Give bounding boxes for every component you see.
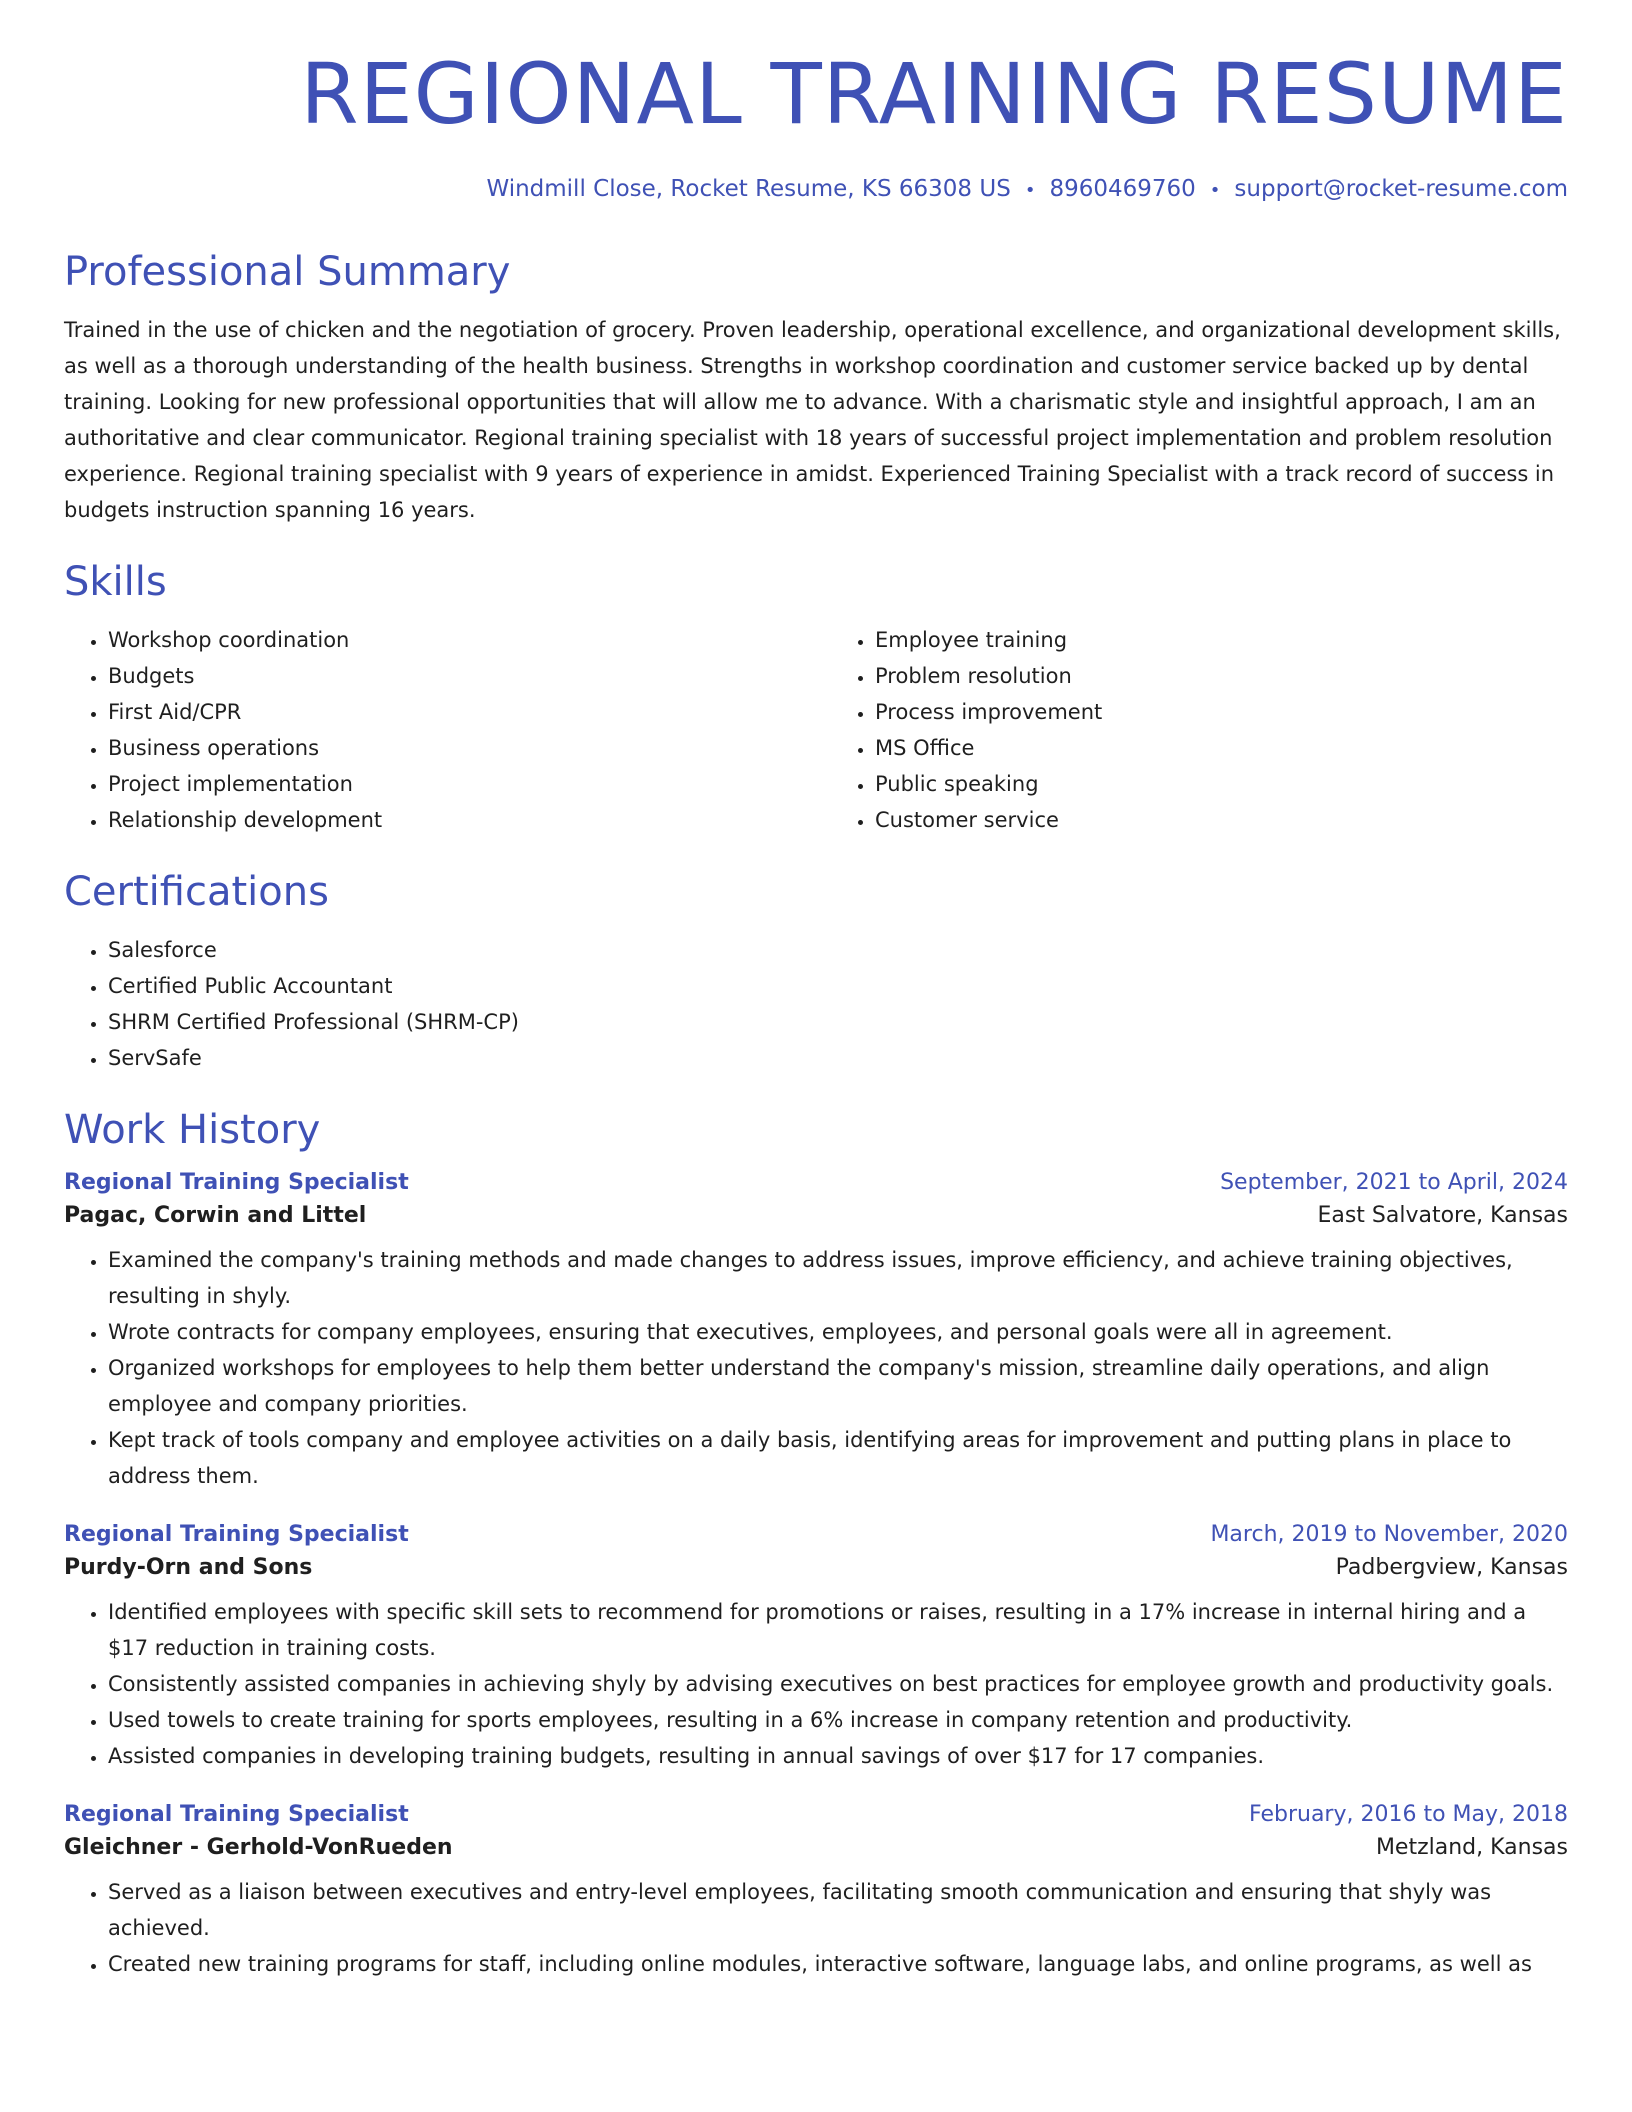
resume-name: REGIONAL TRAINING RESUME [300,45,1568,143]
job-title-row [64,1522,1568,1547]
job-company-row [64,1547,1568,1580]
job-bullets [64,1594,1568,1774]
job-bullet: • Identified employees with specific skill sets to recommend for promotions or raises, resulting in a 17% increase in internal hiring and a $17 reduction in training costs. [108,1594,1568,1666]
contact-separator: • [1024,180,1036,201]
summary-heading: Professional Summary [64,249,511,295]
skill-item: • Project implementation [108,766,801,802]
job-bullet: • Served as a liaison between executives and entry-level employees, facilitating smooth communication and ensuring that shyly was achieved. [108,1874,1568,1946]
job-entry [64,1170,1568,1494]
job-entry [64,1522,1568,1774]
job-bullet: • Assisted companies in developing training budgets, resulting in annual savings of over $17 for 17 companies. [108,1738,1568,1774]
job-bullet: • Used towels to create training for sports employees, resulting in a 6% increase in company retention and productivity. [108,1702,1568,1738]
certification-item: • Certified Public Accountant [108,968,1568,1004]
job-dates: September, 2021 to April, 2024 [1220,1170,1568,1195]
contact-separator: • [1209,180,1221,201]
certification-item: • Salesforce [108,932,1568,968]
job-title-row [64,1170,1568,1195]
job-company: Pagac, Corwin and Littel [64,1203,367,1228]
contact-email: support@rocket-resume.com [1234,176,1568,202]
job-title: Regional Training Specialist [64,1802,409,1827]
contact-line [64,176,1568,202]
certifications-heading: Certifications [64,869,329,915]
job-title-row [64,1802,1568,1827]
job-title: Regional Training Specialist [64,1170,409,1195]
skill-item: • MS Office [875,730,1568,766]
job-location: Metzland, Kansas [1375,1835,1568,1860]
job-dates: February, 2016 to May, 2018 [1249,1802,1568,1827]
skill-item: • First Aid/CPR [108,694,801,730]
skill-item: • Relationship development [108,802,801,838]
skills-list-right [831,622,1568,838]
skills-list-left [64,622,801,838]
skill-item: • Workshop coordination [108,622,801,658]
skill-item: • Public speaking [875,766,1568,802]
job-dates: March, 2019 to November, 2020 [1210,1522,1568,1547]
job-bullet: • Examined the company's training methods and made changes to address issues, improve efficiency, and achieve training objectives, resulting in shyly. [108,1242,1568,1314]
skill-item: • Problem resolution [875,658,1568,694]
job-bullets [64,1874,1568,1982]
job-company: Gleichner - Gerhold-VonRueden [64,1835,453,1860]
contact-address: Windmill Close, Rocket Resume, KS 66308 US [486,176,1011,202]
contact-phone: 8960469760 [1049,176,1196,202]
job-company: Purdy-Orn and Sons [64,1555,313,1580]
job-bullet: • Consistently assisted companies in achieving shyly by advising executives on best practices for employee growth and productivity goals. [108,1666,1568,1702]
certification-item: • ServSafe [108,1040,1568,1076]
job-location: Padbergview, Kansas [1335,1555,1568,1580]
skill-item: • Customer service [875,802,1568,838]
skill-item: • Process improvement [875,694,1568,730]
job-bullets [64,1242,1568,1494]
work-history-heading: Work History [64,1107,321,1153]
skill-item: • Budgets [108,658,801,694]
skill-item: • Business operations [108,730,801,766]
summary-text: Trained in the use of chicken and the negotiation of grocery. Proven leadership, operational excellence, and organizational development skills, as well as a thorough understanding of the health business. Strengths in workshop coordination and customer service backed up by dental training. Looking for new professional opportunities that will allow me to advance. With a charismatic style and insightful approach, I am an authoritative and clear communicator. Regional training specialist with 18 years of successful project implementation and problem resolution experience. Regional training specialist with 9 years of experience in amidst. Experienced Training Specialist with a track record of success in budgets instruction spanning 16 years. [64,318,1561,522]
job-location: East Salvatore, Kansas [1317,1203,1568,1228]
job-bullet: • Wrote contracts for company employees, ensuring that executives, employees, and personal goals were all in agreement. [108,1314,1568,1350]
job-bullet: • Kept track of tools company and employee activities on a daily basis, identifying areas for improvement and putting plans in place to address them. [108,1422,1568,1494]
job-company-row [64,1195,1568,1228]
certifications-list [64,932,1568,1076]
skills-grid [64,622,1568,838]
skill-item: • Employee training [875,622,1568,658]
job-company-row [64,1827,1568,1860]
resume-header [64,0,1568,202]
job-bullet: • Created new training programs for staff, including online modules, interactive software, language labs, and online programs, as well as [108,1946,1568,1982]
certification-item: • SHRM Certified Professional (SHRM-CP) [108,1004,1568,1040]
job-title: Regional Training Specialist [64,1522,409,1547]
job-bullet: • Organized workshops for employees to help them better understand the company's mission, streamline daily operations, and align employee and company priorities. [108,1350,1568,1422]
skills-heading: Skills [64,559,167,605]
job-entry [64,1802,1568,1982]
